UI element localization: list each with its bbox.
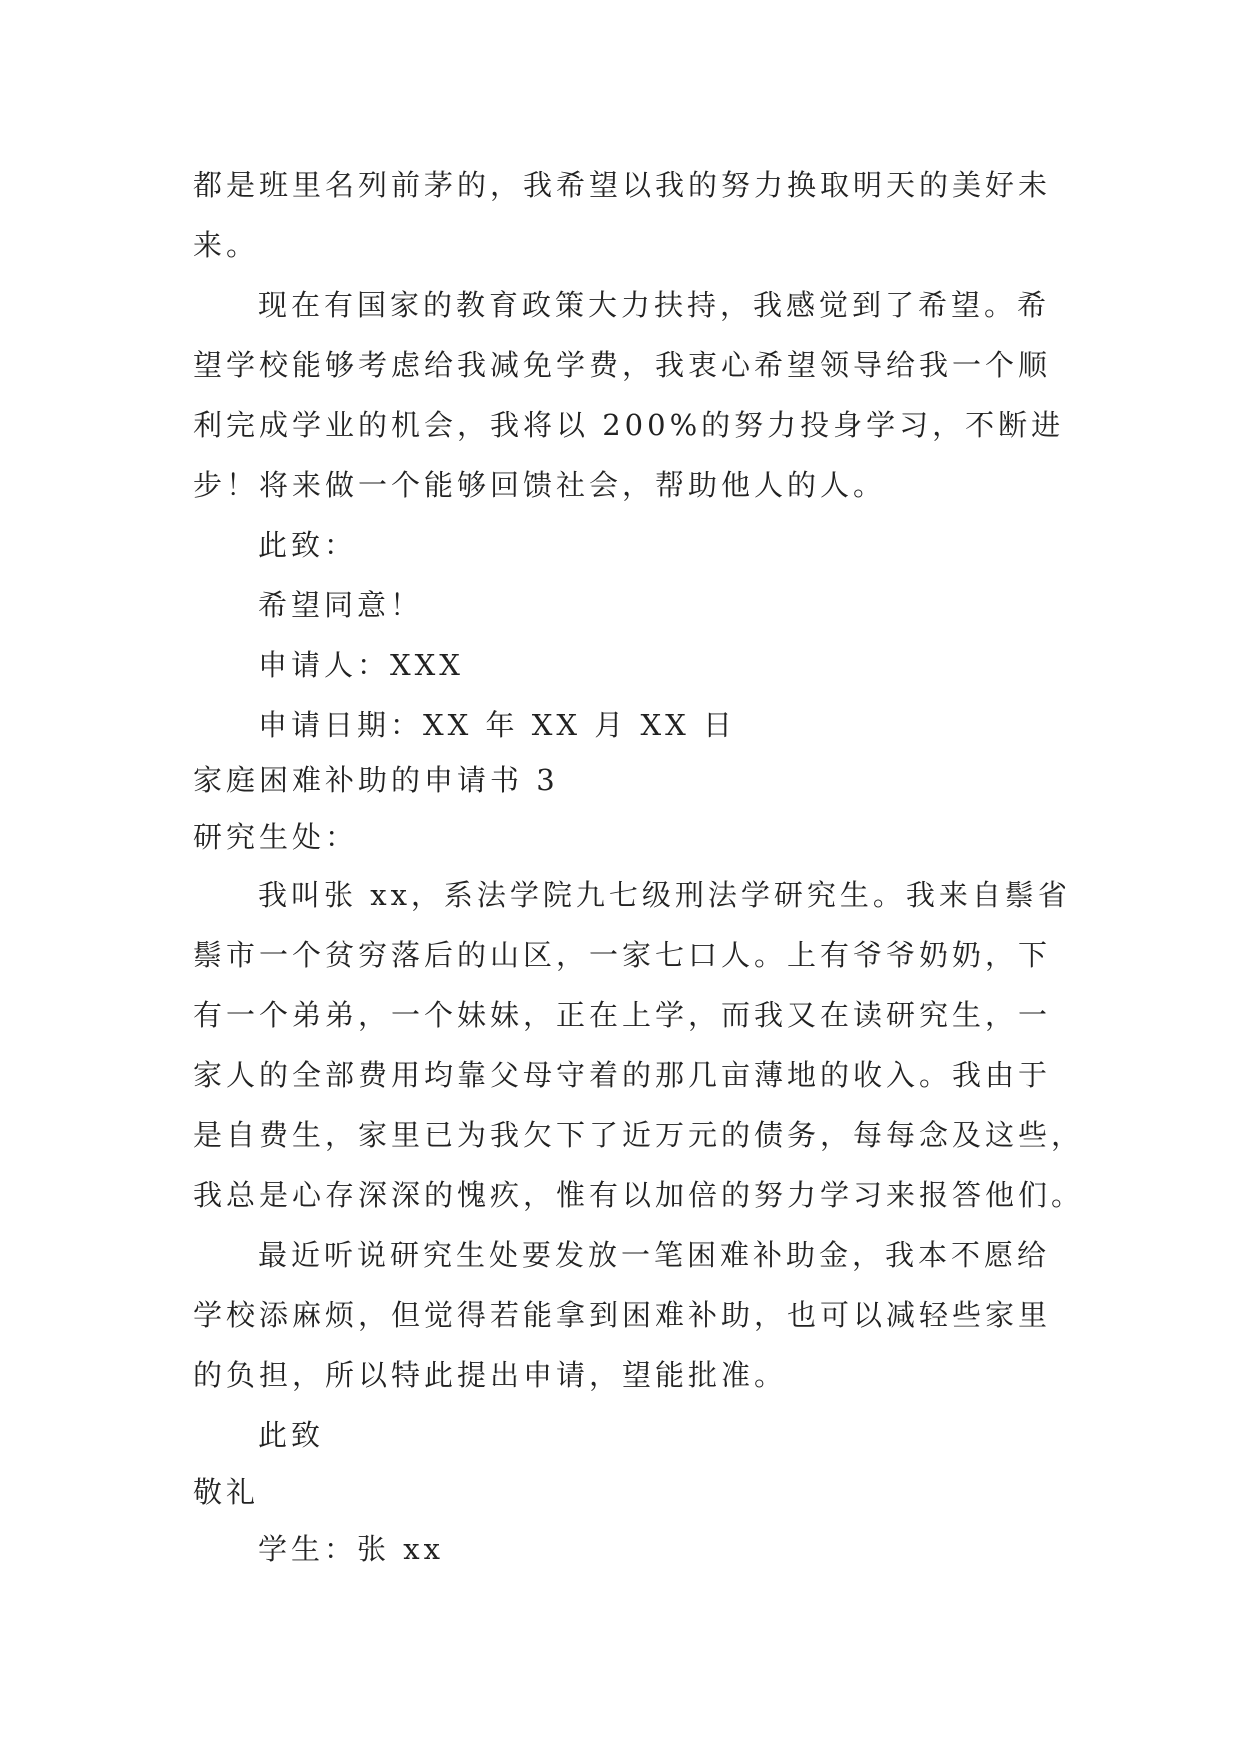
- closing-regards: 敬礼: [193, 1475, 260, 1509]
- paragraph-first-line: 我叫张 xx，系法学院九七级刑法学研究生。我来自鬃省: [258, 878, 1071, 912]
- text-line: 都是班里名列前茅的，我希望以我的努力换取明天的美好未: [193, 168, 1052, 202]
- section-title: 家庭困难补助的申请书 3: [193, 763, 559, 797]
- text-line: 的负担，所以特此提出申请，望能批准。: [193, 1358, 788, 1392]
- student-signature: 学生：张 xx: [258, 1532, 444, 1566]
- closing-salutation: 此致：: [258, 528, 358, 562]
- text-line: 来。: [193, 228, 260, 262]
- text-line: 是自费生，家里已为我欠下了近万元的债务，每每念及这些，: [193, 1118, 1085, 1152]
- addressee: 研究生处：: [193, 820, 359, 854]
- text-line: 我总是心存深深的愧疚，惟有以加倍的努力学习来报答他们。: [193, 1178, 1085, 1212]
- paragraph-first-line: 现在有国家的教育政策大力扶持，我感觉到了希望。希: [258, 288, 1051, 322]
- paragraph-first-line: 最近听说研究生处要发放一笔困难补助金，我本不愿给: [258, 1238, 1051, 1272]
- text-line: 学校添麻烦，但觉得若能拿到困难补助，也可以减轻些家里: [193, 1298, 1052, 1332]
- text-line: 有一个弟弟，一个妹妹，正在上学，而我又在读研究生，一: [193, 998, 1052, 1032]
- applicant-name: 申请人：XXX: [258, 648, 464, 682]
- text-line: 步！将来做一个能够回馈社会，帮助他人的人。: [193, 468, 887, 502]
- text-line: 鬃市一个贫穷落后的山区，一家七口人。上有爷爷奶奶，下: [193, 938, 1052, 972]
- closing-salutation: 此致: [258, 1418, 325, 1452]
- text-line: 利完成学业的机会，我将以 200%的努力投身学习，不断进: [193, 408, 1065, 442]
- application-date: 申请日期：XX 年 XX 月 XX 日: [258, 708, 736, 742]
- closing-request: 希望同意！: [258, 588, 424, 622]
- text-line: 望学校能够考虑给我减免学费，我衷心希望领导给我一个顺: [193, 348, 1052, 382]
- text-line: 家人的全部费用均靠父母守着的那几亩薄地的收入。我由于: [193, 1058, 1052, 1092]
